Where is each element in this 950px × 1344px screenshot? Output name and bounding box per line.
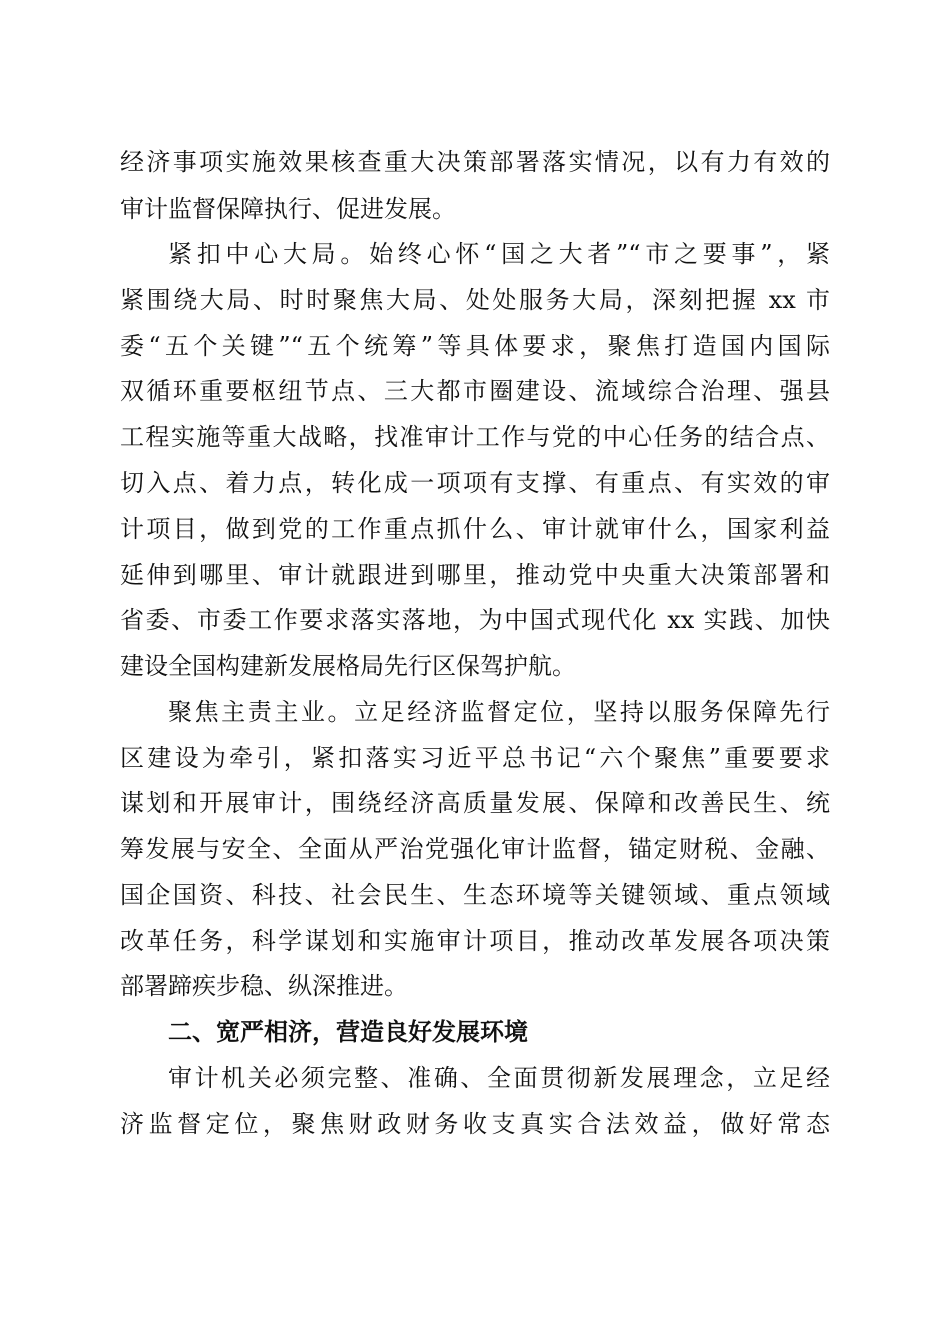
paragraph-2-line-1: 紧扣中心大局。始终心怀“国之大者”“市之要事”，紧 — [168, 240, 830, 268]
paragraph-2-line-10: 建设全国构建新发展格局先行区保驾护航。 — [120, 652, 576, 680]
paragraph-3-line-5: 国企国资、科技、社会民生、生态环境等关键领域、重点领域 — [120, 881, 830, 909]
closing-paragraph-line-1: 审计机关必须完整、准确、全面贯彻新发展理念，立足经 — [168, 1064, 830, 1092]
paragraph-2-line-9: 省委、市委工作要求落实落地，为中国式现代化 xx 实践、加快 — [120, 606, 830, 634]
paragraph-3-line-7: 部署蹄疾步稳、纵深推进。 — [120, 972, 408, 1000]
paragraph-2-line-4: 双循环重要枢纽节点、三大都市圈建设、流域综合治理、强县 — [120, 377, 830, 405]
paragraph-3-line-6: 改革任务，科学谋划和实施审计项目，推动改革发展各项决策 — [120, 927, 830, 955]
paragraph-3-line-4: 筹发展与安全、全面从严治党强化审计监督，锚定财税、金融、 — [120, 835, 830, 863]
paragraph-2-line-6: 切入点、着力点，转化成一项项有支撑、有重点、有实效的审 — [120, 469, 830, 497]
paragraph-2-line-3: 委“五个关键”“五个统筹”等具体要求，聚焦打造国内国际 — [120, 332, 830, 360]
paragraph-2-line-7: 计项目，做到党的工作重点抓什么、审计就审什么，国家利益 — [120, 515, 830, 543]
paragraph-2-line-8: 延伸到哪里、审计就跟进到哪里，推动党中央重大决策部署和 — [120, 561, 830, 589]
section-heading: 二、宽严相济，营造良好发展环境 — [168, 1018, 528, 1046]
paragraph-2-line-2: 紧围绕大局、时时聚焦大局、处处服务大局，深刻把握 xx 市 — [120, 286, 830, 314]
paragraph-2-line-5: 工程实施等重大战略，找准审计工作与党的中心任务的结合点、 — [120, 423, 830, 451]
paragraph-1-line-1: 经济事项实施效果核查重大决策部署落实情况，以有力有效的 — [120, 148, 830, 176]
paragraph-3-line-3: 谋划和开展审计，围绕经济高质量发展、保障和改善民生、统 — [120, 789, 830, 817]
paragraph-1-line-2: 审计监督保障执行、促进发展。 — [120, 195, 456, 223]
closing-paragraph-line-2: 济监督定位，聚焦财政财务收支真实合法效益，做好常态 — [120, 1110, 830, 1138]
paragraph-3-line-2: 区建设为牵引，紧扣落实习近平总书记“六个聚焦”重要要求 — [120, 744, 830, 772]
paragraph-3-line-1: 聚焦主责主业。立足经济监督定位，坚持以服务保障先行 — [168, 698, 830, 726]
